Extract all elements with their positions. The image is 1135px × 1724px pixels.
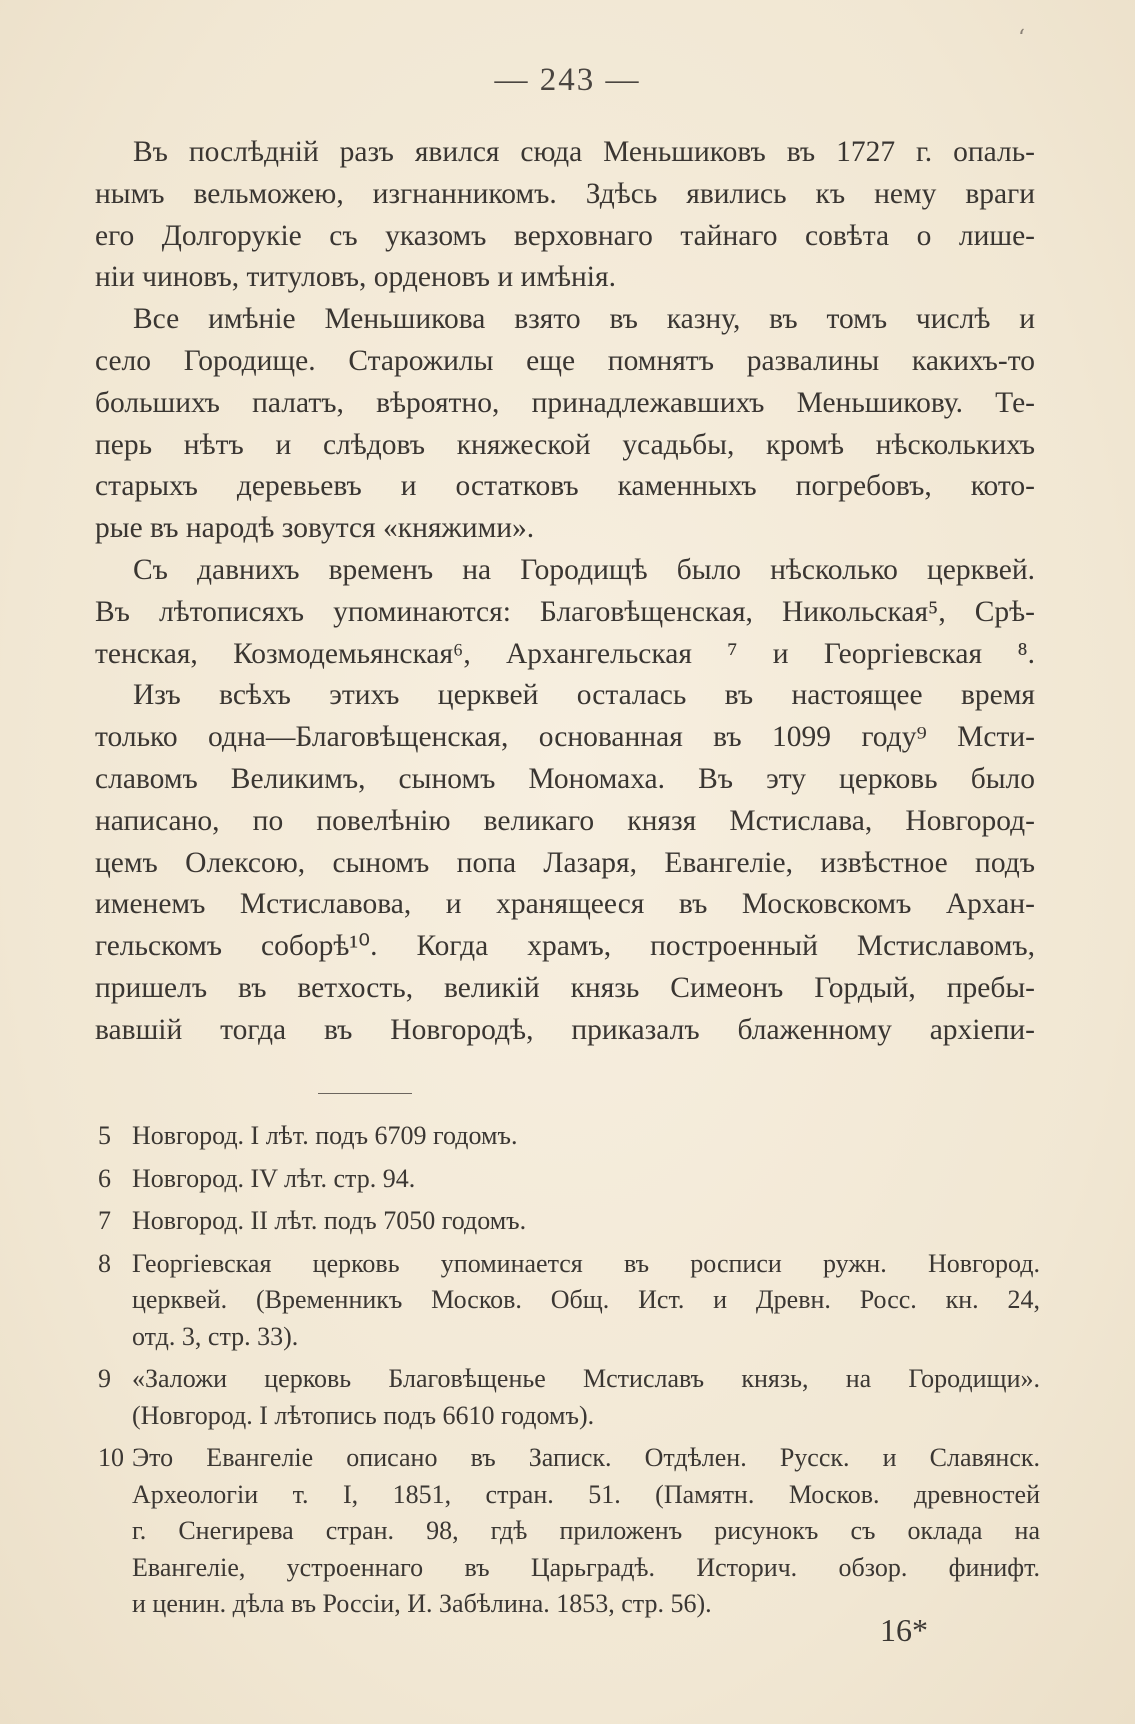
- footnote: [98, 1361, 1040, 1434]
- footnote-number: 5: [98, 1121, 111, 1150]
- footnote-line: «Заложи церковь Благовѣщенье Мстиславъ князь, на Городищи».: [132, 1364, 1040, 1393]
- footnote-number: 10: [98, 1443, 124, 1472]
- footnote-line: отд. 3, стр. 33).: [132, 1321, 299, 1351]
- page-number: — 243 —: [494, 62, 641, 98]
- footnote-line: Археологіи т. I, 1851, стран. 51. (Памятн. Москов. древностей: [132, 1479, 1040, 1509]
- text-line: большихъ палатъ, вѣроятно, принадлежавшихъ Меньшикову. Те-: [95, 386, 1035, 419]
- text-line: Изъ всѣхъ этихъ церквей осталась въ настоящее время: [133, 679, 1035, 712]
- footnote-line: Евангеліе, устроеннаго въ Царьградѣ. Историч. обзор. финифт.: [132, 1552, 1040, 1582]
- text-line: его Долгорукіе съ указомъ верховнаго тайнаго совѣта о лише-: [95, 219, 1035, 252]
- text-line: Все имѣніе Меньшикова взято въ казну, въ томъ числѣ и: [133, 303, 1035, 336]
- text-line: пришелъ въ ветхость, великій князь Симеонъ Гордый, пребы-: [95, 971, 1035, 1004]
- corner-mark: ʻ: [1018, 26, 1025, 51]
- footnote-line: Это Евангеліе описано въ Записк. Отдѣлен. Русск. и Славянск.: [132, 1443, 1040, 1472]
- text-line: Съ давнихъ временъ на Городищѣ было нѣсколько церквей.: [133, 553, 1035, 586]
- text-line: цемъ Олексою, сыномъ попа Лазаря, Евангеліе, извѣстное подъ: [95, 846, 1035, 879]
- footnote-line: церквей. (Временникъ Москов. Общ. Ист. и Древн. Росс. кн. 24,: [132, 1285, 1040, 1314]
- text-line: вавшій тогда въ Новгородѣ, приказалъ блаженному архіепи-: [95, 1013, 1035, 1046]
- text-line: перь нѣтъ и слѣдовъ княжеской усадьбы, кромѣ нѣсколькихъ: [95, 428, 1035, 461]
- footnote-number: 7: [98, 1206, 111, 1235]
- footnote: [98, 1161, 1040, 1198]
- footnotes: [98, 1118, 1040, 1629]
- text-line: старыхъ деревьевъ и остатковъ каменныхъ погребовъ, кото-: [95, 470, 1035, 503]
- text-line: именемъ Мстиславова, и хранящееся въ Московскомъ Архан-: [95, 888, 1035, 921]
- footnote-number: 6: [98, 1163, 111, 1193]
- text-line: написано, по повелѣнію великаго князя Мстислава, Новгород-: [95, 804, 1035, 837]
- footnote: [98, 1118, 1040, 1155]
- footnote-line: Новгород. I лѣт. подъ 6709 годомъ.: [132, 1121, 518, 1150]
- text-line: Въ послѣдній разъ явился сюда Меньшиковъ въ 1727 г. опаль-: [133, 136, 1035, 168]
- text-line: нымъ вельможею, изгнанникомъ. Здѣсь явились къ нему враги: [95, 177, 1035, 210]
- text-line: гельскомъ соборѣ¹⁰. Когда храмъ, построенный Мстиславомъ,: [95, 930, 1035, 963]
- main-text: [95, 132, 1035, 1052]
- footnote-line: Новгород. IV лѣт. стр. 94.: [132, 1163, 416, 1193]
- signature-mark: 16*: [880, 1612, 928, 1648]
- footnote-separator: [318, 1093, 412, 1094]
- footnote-line: Георгіевская церковь упоминается въ росписи ружн. Новгород.: [132, 1248, 1040, 1278]
- text-line: село Городище. Старожилы еще помнятъ развалины какихъ-то: [95, 344, 1035, 377]
- footnote-line: г. Снегирева стран. 98, гдѣ приложенъ рисунокъ съ оклада на: [132, 1516, 1040, 1545]
- text-line: тенская, Козмодемьянская⁶, Архангельская ⁷ и Георгіевская ⁸.: [95, 637, 1035, 670]
- footnote-line: (Новгород. I лѣтопись подъ 6610 годомъ).: [132, 1400, 595, 1430]
- text-line: только одна—Благовѣщенская, основанная въ 1099 году⁹ Мсти-: [95, 721, 1035, 754]
- footnote-line: и ценин. дѣла въ Россіи, И. Забѣлина. 1853, стр. 56).: [132, 1589, 712, 1618]
- footnote-number: 9: [98, 1364, 111, 1393]
- text-line: ніи чиновъ, титуловъ, орденовъ и имѣнія.: [95, 261, 616, 294]
- text-line: славомъ Великимъ, сыномъ Мономаха. Въ эту церковь было: [95, 762, 1035, 795]
- footnote: [98, 1246, 1040, 1356]
- footnote-line: Новгород. II лѣт. подъ 7050 годомъ.: [132, 1206, 527, 1235]
- footnote: [98, 1203, 1040, 1240]
- footnote: [98, 1440, 1040, 1623]
- footnote-number: 8: [98, 1248, 111, 1278]
- text-line: рые въ народѣ зовутся «княжими».: [95, 512, 535, 545]
- text-line: Въ лѣтописяхъ упоминаются: Благовѣщенская, Никольская⁵, Срѣ-: [95, 595, 1035, 628]
